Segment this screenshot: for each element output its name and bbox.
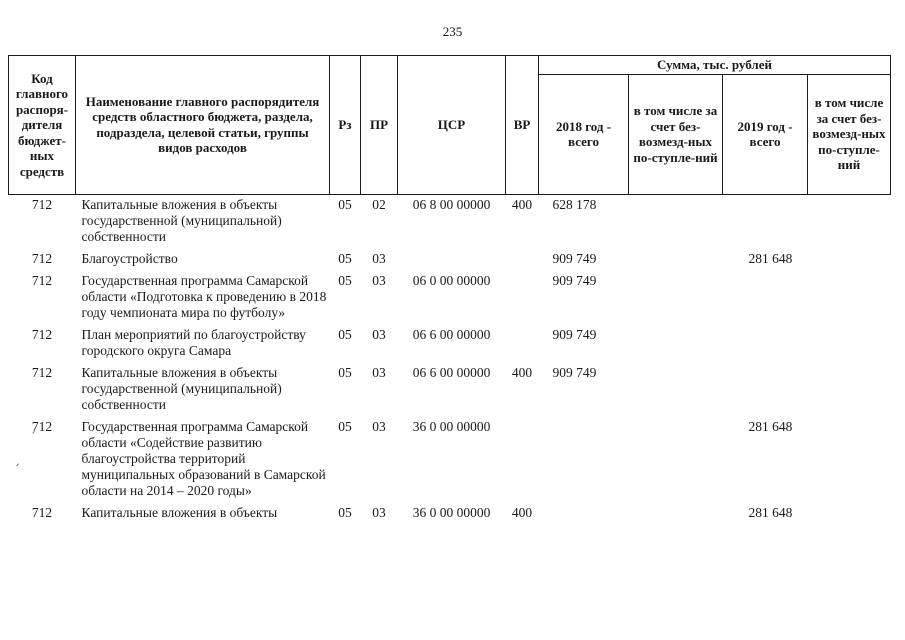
cell-pr: 03 xyxy=(372,326,386,342)
cell-2019-free xyxy=(808,325,891,363)
cell-2019-total xyxy=(723,325,808,363)
header-sum: Сумма, тыс. рублей xyxy=(539,56,891,75)
cell-2019-free xyxy=(808,194,891,249)
cell-2019-total: 281 648 xyxy=(748,250,793,266)
cell-code: 712 xyxy=(31,326,53,342)
cell-name: План мероприятий по благоустройству городского округа Самара xyxy=(81,326,306,358)
cell-code: 712 xyxy=(31,196,53,212)
cell-csr: 06 6 00 00000 xyxy=(412,364,491,380)
cell-pr: 03 xyxy=(372,272,386,288)
cell-code: 712 xyxy=(31,418,53,434)
header-code: Код главного распоря-дителя бюджет-ных средств xyxy=(9,56,76,195)
cell-vr xyxy=(506,271,539,325)
cell-vr xyxy=(506,249,539,271)
header-2018-free: в том числе за счет без-возмезд-ных по-ступле-ний xyxy=(629,74,723,194)
cell-vr: 400 xyxy=(511,504,533,520)
cell-csr: 06 6 00 00000 xyxy=(412,326,491,342)
cell-2019-free xyxy=(808,271,891,325)
cell-2018-total: 909 749 xyxy=(552,250,597,266)
cell-rz: 05 xyxy=(338,272,352,288)
cell-2018-total: 909 749 xyxy=(552,364,597,380)
header-2018-total: 2018 год - всего xyxy=(539,74,629,194)
cell-csr: 36 0 00 00000 xyxy=(412,504,491,520)
cell-csr: 06 8 00 00000 xyxy=(412,196,491,212)
scan-speck-mark: ˏ xyxy=(14,452,20,466)
cell-2018-free xyxy=(629,363,723,417)
cell-pr: 03 xyxy=(372,418,386,434)
cell-code: 712 xyxy=(31,364,53,380)
header-csr: ЦСР xyxy=(398,56,506,195)
cell-rz: 05 xyxy=(338,504,352,520)
cell-rz: 05 xyxy=(338,196,352,212)
cell-2018-total xyxy=(539,417,629,503)
cell-code: 712 xyxy=(31,504,53,520)
header-vr: ВР xyxy=(506,56,539,195)
cell-vr xyxy=(506,417,539,503)
table-row xyxy=(9,271,891,325)
cell-2019-total xyxy=(723,271,808,325)
cell-code: 712 xyxy=(31,272,53,288)
cell-2018-total: 909 749 xyxy=(552,272,597,288)
cell-rz: 05 xyxy=(338,364,352,380)
cell-2019-total: 281 648 xyxy=(748,418,793,434)
cell-name: Государственная программа Самарской области «Содействие развитию благоустройства территорий муниципальных образований в Самарской области на 2014 – 2020 годы» xyxy=(81,418,326,498)
cell-2018-free xyxy=(629,417,723,503)
cell-name: Государственная программа Самарской области «Подготовка к проведению в 2018 году чемпионата мира по футболу» xyxy=(81,272,327,320)
cell-2018-free xyxy=(629,271,723,325)
cell-2018-free xyxy=(629,325,723,363)
header-rz: Рз xyxy=(330,56,361,195)
cell-vr: 400 xyxy=(511,196,533,212)
header-2019-total: 2019 год - всего xyxy=(723,74,808,194)
cell-vr xyxy=(506,325,539,363)
cell-2019-total xyxy=(723,194,808,249)
table-row xyxy=(9,417,891,503)
cell-vr: 400 xyxy=(511,364,533,380)
table-body xyxy=(9,194,891,525)
table-row xyxy=(9,249,891,271)
scan-speck-mark: ˊ xyxy=(30,430,36,444)
cell-2018-total: 628 178 xyxy=(552,196,597,212)
budget-table xyxy=(8,55,891,525)
cell-pr: 03 xyxy=(372,364,386,380)
table-header xyxy=(9,56,891,195)
cell-csr: 36 0 00 00000 xyxy=(412,418,491,434)
header-2019-free: в том числе за счет без-возмезд-ных по-ступле-ний xyxy=(808,74,891,194)
cell-name: Капитальные вложения в объекты xyxy=(81,504,278,520)
header-name: Наименование главного распорядителя средств областного бюджета, раздела, подраздела, целевой статьи, группы видов расходов xyxy=(76,56,330,195)
cell-csr: 06 0 00 00000 xyxy=(412,272,491,288)
cell-name: Благоустройство xyxy=(81,250,178,266)
cell-pr: 02 xyxy=(372,196,386,212)
cell-csr xyxy=(398,249,506,271)
cell-2019-total: 281 648 xyxy=(748,504,793,520)
table-row xyxy=(9,325,891,363)
cell-2018-total: 909 749 xyxy=(552,326,597,342)
cell-2018-total xyxy=(539,503,629,525)
cell-rz: 05 xyxy=(338,418,352,434)
cell-2018-free xyxy=(629,194,723,249)
cell-name: Капитальные вложения в объекты государственной (муниципальной) собственности xyxy=(81,364,282,412)
cell-pr: 03 xyxy=(372,250,386,266)
cell-pr: 03 xyxy=(372,504,386,520)
cell-2018-free xyxy=(629,249,723,271)
cell-2019-free xyxy=(808,363,891,417)
cell-rz: 05 xyxy=(338,326,352,342)
cell-2019-total xyxy=(723,363,808,417)
cell-2019-free xyxy=(808,417,891,503)
page-number: 235 xyxy=(442,24,463,39)
cell-2019-free xyxy=(808,503,891,525)
cell-code: 712 xyxy=(31,250,53,266)
header-pr: ПР xyxy=(361,56,398,195)
cell-2019-free xyxy=(808,249,891,271)
table-row xyxy=(9,194,891,249)
table-row xyxy=(9,503,891,525)
table-row xyxy=(9,363,891,417)
cell-2018-free xyxy=(629,503,723,525)
cell-name: Капитальные вложения в объекты государственной (муниципальной) собственности xyxy=(81,196,282,244)
cell-rz: 05 xyxy=(338,250,352,266)
